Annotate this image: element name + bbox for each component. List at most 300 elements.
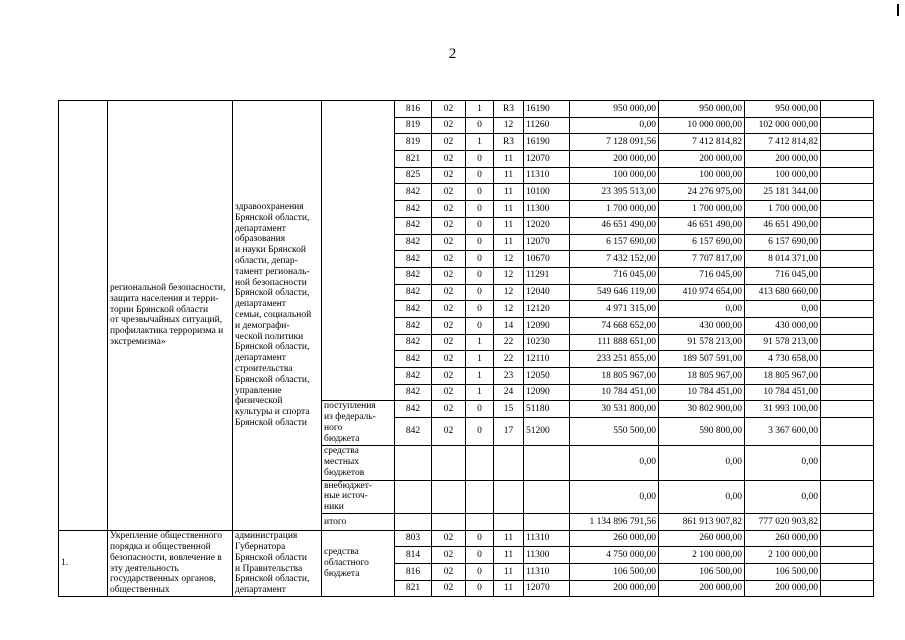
text-line: средства [324, 446, 359, 457]
text-line: Брянской области, [235, 374, 310, 385]
cell-amount-year-2: 200 000,00 [659, 580, 745, 597]
cell-csr: 24 [494, 384, 524, 401]
cell-amount-year-2: 950 000,00 [659, 101, 745, 118]
text-line: бюджетов [324, 467, 365, 478]
cell-empty [821, 384, 874, 401]
cell-empty [821, 530, 874, 547]
cell-amount-year-1: 106 500,00 [570, 564, 659, 581]
event-name [108, 101, 233, 531]
cell-empty [821, 267, 874, 284]
total-year-3: 777 020 903,82 [745, 513, 821, 530]
cell-grbs: 814 [395, 547, 432, 564]
text-line: физической [235, 396, 283, 407]
cell-grbs: 821 [395, 580, 432, 597]
cell-amount-year-2: 7 412 814,82 [659, 134, 745, 151]
cell-kvr: 12050 [524, 368, 570, 385]
cell-amount-year-3: 2 100 000,00 [745, 547, 821, 564]
cell-pr: 0 [466, 151, 494, 168]
cell-csr: 12 [494, 301, 524, 318]
cell-rz: 02 [432, 201, 466, 218]
cell-amount-year-2: 24 276 975,00 [659, 184, 745, 201]
cell-amount-year-2: 10 784 451,00 [659, 384, 745, 401]
executor-name [233, 530, 322, 597]
cell-rz: 02 [432, 351, 466, 368]
cell-empty [466, 513, 494, 530]
cell-kvr: 11300 [524, 547, 570, 564]
cell-pr: 1 [466, 351, 494, 368]
total-year-1: 1 134 896 791,56 [570, 513, 659, 530]
cell-csr: 22 [494, 334, 524, 351]
cell-rz: 02 [432, 384, 466, 401]
cell-amount-year-2: 590 800,00 [659, 418, 745, 445]
cell-grbs: 842 [395, 384, 432, 401]
cell-amount-year-2: 30 802 900,00 [659, 401, 745, 418]
cell-empty [466, 445, 494, 480]
cell-pr: 1 [466, 368, 494, 385]
cell-amount-year-3: 106 500,00 [745, 564, 821, 581]
text-line: департамент [235, 353, 286, 364]
text-line: Укрепление общественного [110, 531, 222, 542]
cell-empty [821, 368, 874, 385]
cell-kvr: 11310 [524, 530, 570, 547]
cell-pr: 1 [466, 101, 494, 118]
cell-empty [821, 117, 874, 134]
cell-rz: 02 [432, 101, 466, 118]
text-line: области, депар- [235, 255, 298, 266]
cell-csr: 22 [494, 351, 524, 368]
cell-empty [821, 184, 874, 201]
cell-kvr: 16190 [524, 134, 570, 151]
cell-grbs: 842 [395, 284, 432, 301]
cell-csr: 14 [494, 317, 524, 334]
cell-rz: 02 [432, 334, 466, 351]
text-line: ные источ- [324, 491, 368, 502]
cell-amount-year-3: 6 157 690,00 [745, 234, 821, 251]
text-line: Брянской области [235, 552, 307, 563]
text-line: департамент [235, 223, 286, 234]
cell-empty [821, 167, 874, 184]
cell-empty [524, 480, 570, 513]
text-line: управление [235, 385, 282, 396]
cell-amount-year-2: 2 100 000,00 [659, 547, 745, 564]
cell-amount-year-1: 0,00 [570, 117, 659, 134]
cell-rz: 02 [432, 368, 466, 385]
cell-amount-year-3: 260 000,00 [745, 530, 821, 547]
cell-grbs: 819 [395, 117, 432, 134]
cell-pr: 0 [466, 234, 494, 251]
source-local [322, 445, 395, 480]
cell-amount-year-1: 100 000,00 [570, 167, 659, 184]
total-year-2: 861 913 907,82 [659, 513, 745, 530]
source-offbudget [322, 480, 395, 513]
cell-pr: 0 [466, 217, 494, 234]
cell-amount-year-2: 46 651 490,00 [659, 217, 745, 234]
text-line: строительства [235, 363, 293, 374]
cell-csr: 15 [494, 401, 524, 418]
cell-rz: 02 [432, 217, 466, 234]
cell-pr: 0 [466, 547, 494, 564]
cell-kvr: 11260 [524, 117, 570, 134]
cell-empty [432, 513, 466, 530]
cell-kvr: 11291 [524, 267, 570, 284]
text-line: образования [235, 234, 286, 245]
cell-kvr: 11310 [524, 564, 570, 581]
cell-grbs: 816 [395, 564, 432, 581]
cell-amount-year-1: 4 971 315,00 [570, 301, 659, 318]
cell-kvr: 10230 [524, 334, 570, 351]
cell-amount-year-3: 950 000,00 [745, 101, 821, 118]
cell-kvr: 12090 [524, 384, 570, 401]
cell-grbs: 842 [395, 251, 432, 268]
text-line: ческой политики [235, 331, 304, 342]
cell-grbs: 842 [395, 217, 432, 234]
cell-amount-year-1: 950 000,00 [570, 101, 659, 118]
cell-rz: 02 [432, 580, 466, 597]
cell-amount-year-2: 0,00 [659, 301, 745, 318]
text-line: Брянской области, [235, 342, 310, 353]
cell-pr: 0 [466, 418, 494, 445]
text-line: бюджета [324, 433, 360, 444]
cell-amount-year-1: 550 500,00 [570, 418, 659, 445]
cell-empty [821, 201, 874, 218]
source-regional [322, 101, 395, 401]
cell-amount-year-3: 413 680 660,00 [745, 284, 821, 301]
cell-empty [432, 445, 466, 480]
cell-amount-year-2: 0,00 [659, 480, 745, 513]
cell-amount-year-3: 18 805 967,00 [745, 368, 821, 385]
cell-csr: 12 [494, 251, 524, 268]
cell-kvr: 51200 [524, 418, 570, 445]
cell-amount-year-2: 260 000,00 [659, 530, 745, 547]
cell-kvr: 51180 [524, 401, 570, 418]
cell-amount-year-1: 200 000,00 [570, 580, 659, 597]
cell-rz: 02 [432, 564, 466, 581]
text-line: Брянской области, [235, 574, 310, 585]
budget-table [58, 100, 874, 597]
text-line: Брянской области, [235, 288, 310, 299]
cell-empty [821, 547, 874, 564]
cell-grbs: 821 [395, 151, 432, 168]
cell-rz: 02 [432, 547, 466, 564]
cell-grbs: 842 [395, 317, 432, 334]
text-line: защита населения и терри- [110, 293, 219, 304]
cell-grbs: 842 [395, 201, 432, 218]
cell-amount-year-2: 106 500,00 [659, 564, 745, 581]
cell-empty [821, 284, 874, 301]
text-line: тамент региональ- [235, 266, 310, 277]
text-line: Брянской области, [235, 212, 310, 223]
cell-amount-year-1: 1 700 000,00 [570, 201, 659, 218]
cell-kvr: 11300 [524, 201, 570, 218]
text-line: областного [324, 558, 369, 569]
cell-empty [821, 418, 874, 445]
cell-pr: 0 [466, 267, 494, 284]
cell-csr: 23 [494, 368, 524, 385]
cell-grbs: 803 [395, 530, 432, 547]
cell-amount-year-3: 46 651 490,00 [745, 217, 821, 234]
cell-empty [494, 480, 524, 513]
text-line: государственных органов, [110, 574, 216, 585]
cell-number [59, 101, 108, 531]
cell-kvr: 12070 [524, 151, 570, 168]
cell-pr: 1 [466, 384, 494, 401]
cell-grbs: 825 [395, 167, 432, 184]
text-line: эту деятельность [110, 563, 179, 574]
text-line: региональной безопасности, [110, 282, 226, 293]
cell-kvr: 10100 [524, 184, 570, 201]
cell-amount-year-3: 200 000,00 [745, 580, 821, 597]
cell-rz: 02 [432, 151, 466, 168]
cell-rz: 02 [432, 117, 466, 134]
cell-kvr: 12110 [524, 351, 570, 368]
cell-empty [821, 217, 874, 234]
text-line: и демографи- [235, 320, 290, 331]
cell-empty [821, 480, 874, 513]
cell-empty [432, 480, 466, 513]
cell-amount-year-1: 233 251 855,00 [570, 351, 659, 368]
cell-amount-year-3: 102 000 000,00 [745, 117, 821, 134]
cell-pr: 0 [466, 284, 494, 301]
cell-csr: 11 [494, 201, 524, 218]
cell-amount-year-2: 6 157 690,00 [659, 234, 745, 251]
cell-amount-year-1: 10 784 451,00 [570, 384, 659, 401]
cell-empty [821, 334, 874, 351]
cell-amount-year-2: 10 000 000,00 [659, 117, 745, 134]
event-name [108, 530, 233, 597]
cell-csr: 11 [494, 547, 524, 564]
cell-amount-year-2: 0,00 [659, 445, 745, 480]
cell-amount-year-2: 430 000,00 [659, 317, 745, 334]
cell-amount-year-3: 7 412 814,82 [745, 134, 821, 151]
cell-grbs: 842 [395, 234, 432, 251]
cell-csr: 17 [494, 418, 524, 445]
cell-csr: R3 [494, 101, 524, 118]
cell-grbs: 842 [395, 334, 432, 351]
cell-amount-year-1: 7 128 091,56 [570, 134, 659, 151]
cell-pr: 0 [466, 167, 494, 184]
cell-empty [494, 445, 524, 480]
cell-kvr: 10670 [524, 251, 570, 268]
cell-csr: 11 [494, 530, 524, 547]
cell-rz: 02 [432, 184, 466, 201]
text-line: из федераль- [324, 412, 376, 423]
cell-pr: 1 [466, 134, 494, 151]
cell-amount-year-3: 3 367 600,00 [745, 418, 821, 445]
cell-csr: 11 [494, 564, 524, 581]
cell-empty [821, 580, 874, 597]
cell-kvr: 12090 [524, 317, 570, 334]
cell-kvr: 16190 [524, 101, 570, 118]
cell-amount-year-1: 716 045,00 [570, 267, 659, 284]
cell-grbs: 842 [395, 401, 432, 418]
cell-rz: 02 [432, 134, 466, 151]
cell-empty [821, 401, 874, 418]
cell-grbs: 842 [395, 184, 432, 201]
cell-kvr: 11310 [524, 167, 570, 184]
cell-empty [821, 445, 874, 480]
text-line: ники [324, 502, 344, 513]
page-number: 2 [448, 46, 457, 62]
cell-pr: 0 [466, 117, 494, 134]
cell-pr: 0 [466, 184, 494, 201]
text-line: и науки Брянской [235, 245, 306, 256]
cell-amount-year-3: 8 014 371,00 [745, 251, 821, 268]
cell-rz: 02 [432, 530, 466, 547]
text-line: культуры и спорта [235, 407, 310, 418]
cell-pr: 0 [466, 317, 494, 334]
cell-empty [821, 251, 874, 268]
cell-grbs: 816 [395, 101, 432, 118]
cell-amount-year-1: 200 000,00 [570, 151, 659, 168]
cell-csr: 11 [494, 184, 524, 201]
text-line: департамент [235, 585, 286, 596]
cell-amount-year-3: 0,00 [745, 480, 821, 513]
cell-number: 1. [59, 530, 108, 597]
cell-rz: 02 [432, 234, 466, 251]
cell-amount-year-2: 100 000,00 [659, 167, 745, 184]
cell-empty [821, 151, 874, 168]
edge-mark [897, 4, 899, 16]
cell-pr: 0 [466, 530, 494, 547]
cell-pr: 0 [466, 301, 494, 318]
text-line: внебюджет- [324, 480, 373, 491]
executor-name [233, 101, 322, 531]
table-row [59, 101, 874, 118]
cell-amount-year-3: 1 700 000,00 [745, 201, 821, 218]
cell-empty [395, 480, 432, 513]
text-line: администрация [235, 531, 298, 542]
cell-amount-year-3: 91 578 213,00 [745, 334, 821, 351]
cell-rz: 02 [432, 284, 466, 301]
cell-empty [821, 101, 874, 118]
cell-amount-year-3: 430 000,00 [745, 317, 821, 334]
cell-amount-year-1: 18 805 967,00 [570, 368, 659, 385]
cell-empty [821, 317, 874, 334]
cell-empty [821, 513, 874, 530]
cell-rz: 02 [432, 401, 466, 418]
cell-empty [821, 564, 874, 581]
cell-kvr: 12070 [524, 234, 570, 251]
cell-empty [524, 513, 570, 530]
text-line: местных [324, 457, 360, 468]
cell-csr: 11 [494, 151, 524, 168]
text-line: от чрезвычайных ситуаций, [110, 315, 223, 326]
text-line: безопасности, вовлечение в [110, 552, 222, 563]
cell-amount-year-2: 91 578 213,00 [659, 334, 745, 351]
cell-csr: 11 [494, 580, 524, 597]
cell-pr: 1 [466, 334, 494, 351]
text-line: порядка и общественной [110, 541, 211, 552]
cell-empty [524, 445, 570, 480]
cell-amount-year-2: 410 974 654,00 [659, 284, 745, 301]
cell-rz: 02 [432, 418, 466, 445]
text-line: департамент [235, 299, 286, 310]
cell-pr: 0 [466, 564, 494, 581]
text-line: профилактика терроризма и [110, 326, 224, 337]
cell-amount-year-3: 0,00 [745, 445, 821, 480]
cell-kvr: 12120 [524, 301, 570, 318]
cell-grbs: 842 [395, 418, 432, 445]
cell-csr: R3 [494, 134, 524, 151]
cell-amount-year-2: 200 000,00 [659, 151, 745, 168]
cell-amount-year-1: 0,00 [570, 480, 659, 513]
cell-pr: 0 [466, 251, 494, 268]
cell-amount-year-3: 716 045,00 [745, 267, 821, 284]
cell-amount-year-1: 74 668 652,00 [570, 317, 659, 334]
cell-amount-year-1: 0,00 [570, 445, 659, 480]
cell-kvr: 12070 [524, 580, 570, 597]
cell-empty [821, 234, 874, 251]
cell-csr: 12 [494, 117, 524, 134]
cell-pr: 0 [466, 401, 494, 418]
cell-empty [466, 480, 494, 513]
cell-amount-year-3: 31 993 100,00 [745, 401, 821, 418]
text-line: общественных [110, 585, 170, 596]
cell-kvr: 12020 [524, 217, 570, 234]
source-federal [322, 401, 395, 445]
cell-amount-year-3: 10 784 451,00 [745, 384, 821, 401]
text-line: Губернатора [235, 541, 286, 552]
cell-pr: 0 [466, 580, 494, 597]
table-row [59, 530, 874, 547]
cell-amount-year-2: 189 507 591,00 [659, 351, 745, 368]
cell-amount-year-1: 111 888 651,00 [570, 334, 659, 351]
cell-amount-year-3: 0,00 [745, 301, 821, 318]
cell-rz: 02 [432, 251, 466, 268]
cell-amount-year-2: 18 805 967,00 [659, 368, 745, 385]
cell-empty [821, 351, 874, 368]
cell-rz: 02 [432, 267, 466, 284]
cell-amount-year-1: 4 750 000,00 [570, 547, 659, 564]
text-line: поступления [324, 401, 376, 412]
cell-grbs: 842 [395, 368, 432, 385]
cell-pr: 0 [466, 201, 494, 218]
text-line: экстремизма» [110, 336, 166, 347]
cell-csr: 11 [494, 167, 524, 184]
cell-grbs: 819 [395, 134, 432, 151]
cell-grbs: 842 [395, 267, 432, 284]
cell-kvr: 12040 [524, 284, 570, 301]
text-line: здравоохранения [235, 201, 304, 212]
cell-amount-year-2: 7 707 817,00 [659, 251, 745, 268]
cell-amount-year-2: 1 700 000,00 [659, 201, 745, 218]
cell-empty [395, 445, 432, 480]
text-line: тории Брянской области [110, 304, 209, 315]
cell-rz: 02 [432, 301, 466, 318]
cell-amount-year-1: 7 432 152,00 [570, 251, 659, 268]
cell-csr: 11 [494, 234, 524, 251]
cell-empty [494, 513, 524, 530]
cell-amount-year-3: 25 181 344,00 [745, 184, 821, 201]
cell-csr: 12 [494, 284, 524, 301]
source-regional [322, 530, 395, 597]
text-line: средства [324, 547, 359, 558]
total-label: итого [322, 513, 395, 530]
cell-empty [821, 134, 874, 151]
cell-csr: 12 [494, 267, 524, 284]
text-line: ной безопасности [235, 277, 307, 288]
cell-amount-year-1: 260 000,00 [570, 530, 659, 547]
cell-empty [395, 513, 432, 530]
cell-amount-year-1: 30 531 800,00 [570, 401, 659, 418]
cell-amount-year-1: 23 395 513,00 [570, 184, 659, 201]
text-line: Брянской области [235, 417, 307, 428]
cell-empty [821, 301, 874, 318]
cell-rz: 02 [432, 317, 466, 334]
cell-grbs: 842 [395, 351, 432, 368]
cell-amount-year-1: 6 157 690,00 [570, 234, 659, 251]
cell-amount-year-3: 4 730 658,00 [745, 351, 821, 368]
